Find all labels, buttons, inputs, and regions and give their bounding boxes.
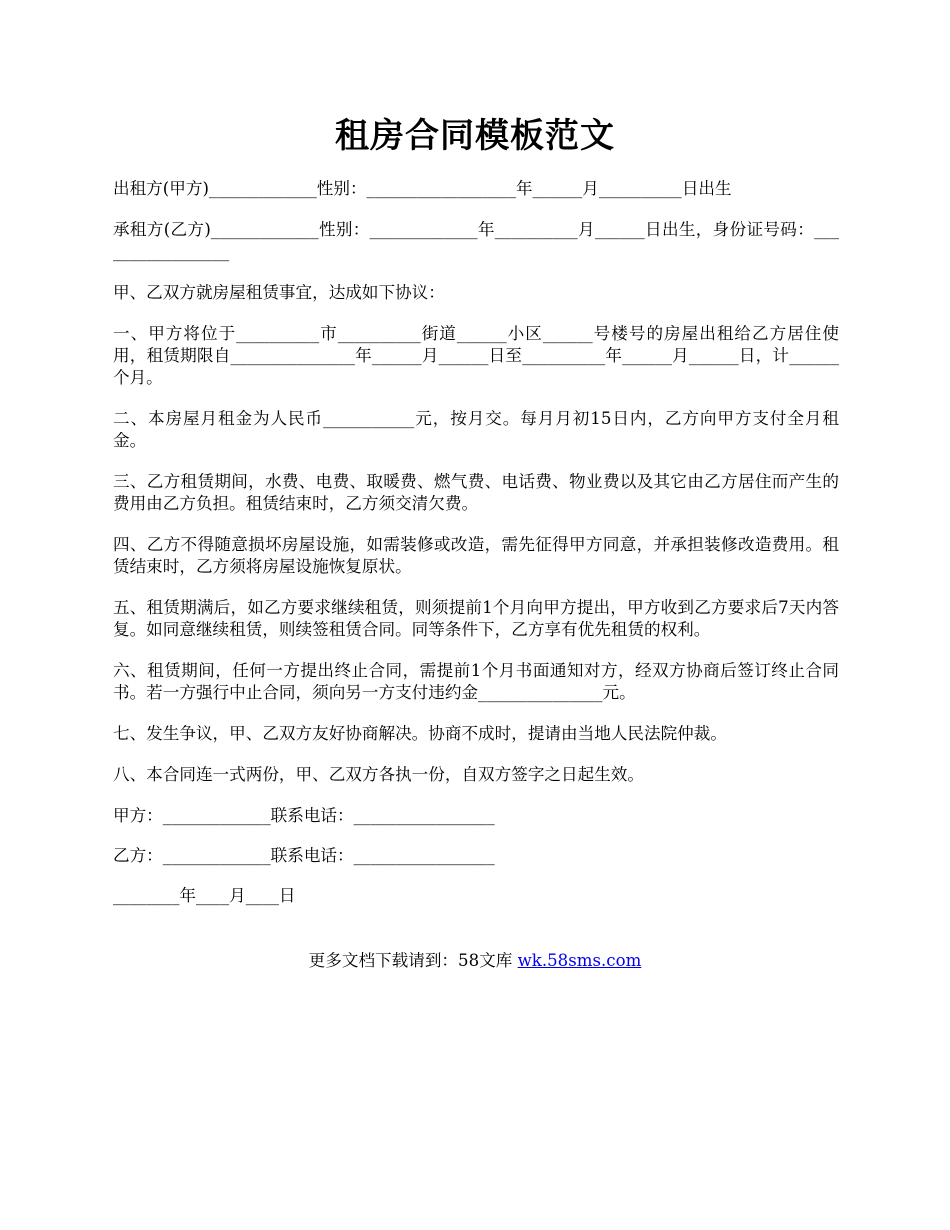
- signature-party-b: 乙方：_____________联系电话：_________________: [113, 846, 495, 865]
- footer-link[interactable]: wk.58sms.com: [517, 951, 642, 970]
- paragraph-clause-2: 二、本房屋月租金为人民币___________元，按月交。每月月初15日内，乙方向甲方支付全月租金。: [113, 409, 839, 450]
- document-title: 租房合同模板范文: [335, 116, 615, 156]
- paragraph-agreement-intro: 甲、乙双方就房屋租赁事宜，达成如下协议：: [113, 283, 445, 302]
- document-body: [113, 178, 839, 926]
- paragraph-clause-1: 一、甲方将位于__________市__________街道______小区______号楼号的房屋出租给乙方居住使用，租赁期限自_______________年______月______日至__________年______月______日，计______个月。: [113, 324, 839, 387]
- paragraph-clause-3: 三、乙方租赁期间，水费、电费、取暖费、燃气费、电话费、物业费以及其它由乙方居住而产生的费用由乙方负担。租赁结束时，乙方须交清欠费。: [113, 472, 839, 513]
- paragraph-lessor-info: 出租方(甲方)_____________性别：__________________年______月__________日出生: [113, 179, 732, 198]
- signature-party-a: 甲方：_____________联系电话：_________________: [113, 806, 495, 825]
- signature-date: ________年____月____日: [113, 886, 296, 905]
- footer-download-note: [0, 950, 950, 972]
- paragraph-lessee-info: 承租方(乙方)_____________性别：_____________年__________月______日出生，身份证号码：_________________: [113, 220, 839, 261]
- paragraph-clause-7: 七、发生争议，甲、乙双方友好协商解决。协商不成时，提请由当地人民法院仲裁。: [113, 724, 727, 743]
- paragraph-clause-8: 八、本合同连一式两份，甲、乙双方各执一份，自双方签字之日起生效。: [113, 765, 644, 784]
- paragraph-clause-4: 四、乙方不得随意损坏房屋设施，如需装修或改造，需先征得甲方同意，并承担装修改造费用。租赁结束时，乙方须将房屋设施恢复原状。: [113, 535, 839, 576]
- paragraph-clause-6: 六、租赁期间，任何一方提出终止合同，需提前1个月书面通知对方，经双方协商后签订终止合同书。若一方强行中止合同，须向另一方支付违约金_______________元。: [113, 661, 839, 702]
- footer-prefix: 更多文档下载请到：58文库: [308, 951, 518, 970]
- paragraph-clause-5: 五、租赁期满后，如乙方要求继续租赁，则须提前1个月向甲方提出，甲方收到乙方要求后7天内答复。如同意继续租赁，则续签租赁合同。同等条件下，乙方享有优先租赁的权利。: [113, 598, 839, 639]
